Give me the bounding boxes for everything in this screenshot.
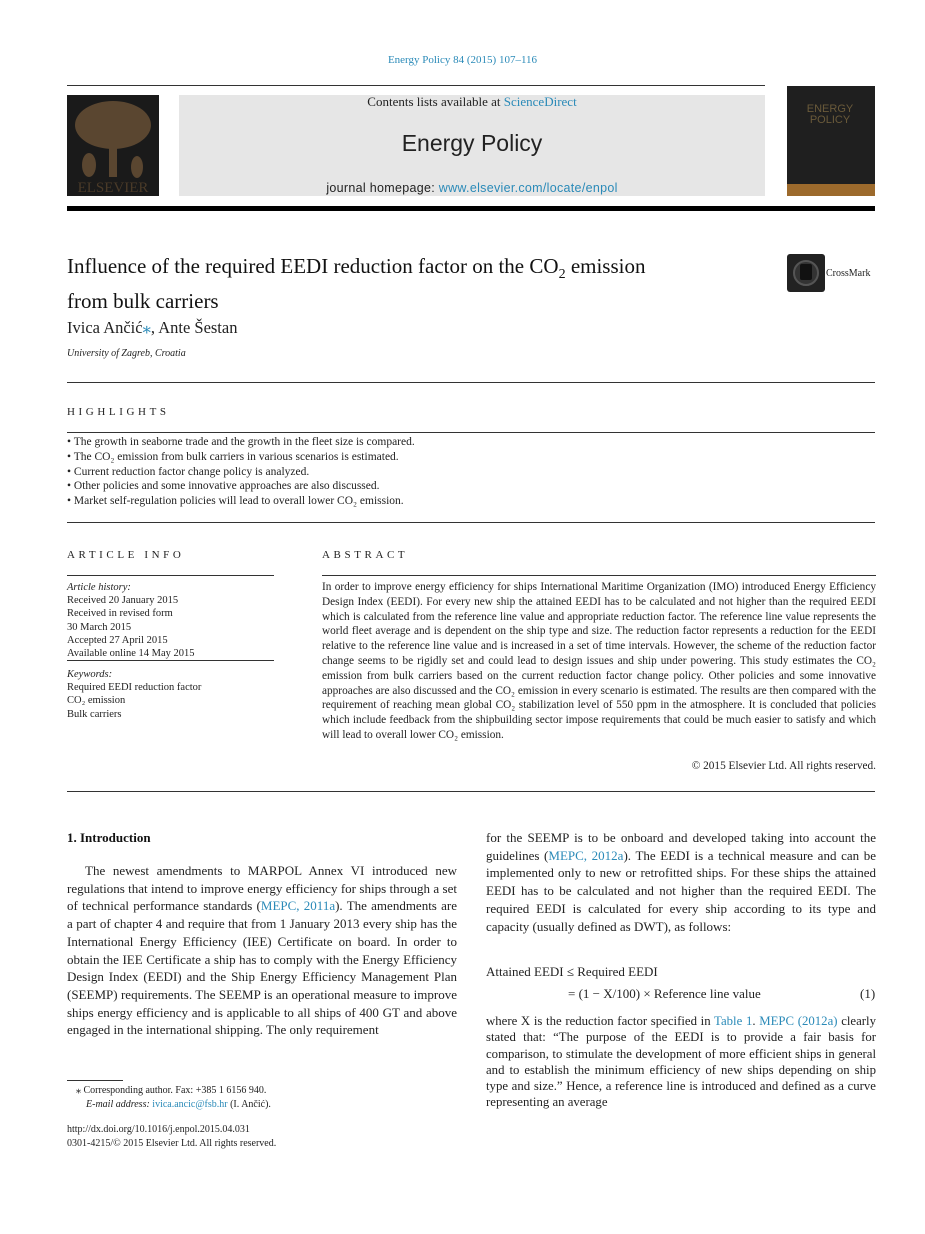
intro-text: ). The amendments are a part of chapter 4 and require that from 1 January 2013 every ship has the International Energy Efficiency (IEE) Certificate on board. In order to obtain the IEE Certificate a ship has to comply with the Energy Efficiency Design Index (EEDI) and the Ship Energy Efficiency Management Plan (SEEMP) requirements. The SEEMP is an operational measure to improve ships energy efficiency and is applicable to all ships of 400 GT and above engaged in the international shipping. The only requirement bbox=[67, 898, 457, 1038]
author-sestan: Ante Šestan bbox=[158, 318, 238, 337]
title-subscript: 2 bbox=[558, 267, 566, 283]
keyword-item: CO₂ emission bbox=[67, 695, 126, 707]
email-note bbox=[86, 1098, 271, 1111]
tree-logo-icon bbox=[67, 95, 159, 196]
title-rule bbox=[67, 382, 875, 383]
author-separator: , bbox=[150, 318, 159, 337]
header-bottom-rule bbox=[67, 206, 875, 211]
footnote-rule bbox=[67, 1080, 123, 1081]
intro-text: where X is the reduction factor specified in bbox=[486, 1014, 715, 1028]
equation-line-2: = (1 − X/100) × Reference line value bbox=[568, 986, 761, 1001]
journal-name: Energy Policy bbox=[401, 130, 543, 156]
homepage-link[interactable]: www.elsevier.com/locate/enpol bbox=[438, 181, 618, 195]
article-title bbox=[67, 253, 767, 315]
corresponding-author-mark[interactable]: ⁎ bbox=[142, 318, 151, 337]
author-ancic: Ivica Ančić bbox=[67, 318, 143, 337]
ref-mepc-2011a[interactable]: MEPC, 2011a bbox=[260, 898, 336, 914]
contents-line bbox=[179, 94, 765, 110]
highlights-heading: HIGHLIGHTS bbox=[67, 406, 170, 418]
intro-text: . bbox=[752, 1014, 760, 1028]
equation-line-1: Attained EEDI ≤ Required EEDI bbox=[486, 964, 658, 979]
history-label: Article history: bbox=[67, 582, 131, 593]
title-part1: Influence of the required EEDI reduction factor on the CO bbox=[67, 254, 559, 278]
highlight-item: • The CO₂ emission from bulk carriers in various scenarios is estimated. bbox=[67, 450, 399, 463]
history-item: Accepted 27 April 2015 bbox=[67, 634, 168, 646]
issn-line: 0301-4215/© 2015 Elsevier Ltd. All rights reserved. bbox=[67, 1138, 277, 1149]
introduction-heading: 1. Introduction bbox=[67, 830, 151, 845]
highlights-bottom-rule bbox=[67, 522, 875, 523]
history-item: 30 March 2015 bbox=[67, 621, 132, 633]
highlight-item: • Other policies and some innovative approaches are also discussed. bbox=[67, 480, 380, 493]
journal-reference[interactable]: Energy Policy 84 (2015) 107–116 bbox=[387, 54, 538, 66]
intro-text: The newest amendments to MARPOL Annex VI introduced new regulations that intend to improve energy efficiency for ships through a set of technical performance standards ( bbox=[67, 863, 457, 914]
ref-table-1[interactable]: Table 1 bbox=[714, 1014, 753, 1028]
crossmark-label[interactable]: CrossMark bbox=[826, 268, 871, 279]
intro-left-paragraph bbox=[67, 862, 457, 1039]
email-link[interactable]: ivica.ancic@fsb.hr bbox=[152, 1099, 228, 1110]
ref-mepc-2012a[interactable]: MEPC, 2012a bbox=[548, 847, 624, 863]
keywords-label: Keywords: bbox=[67, 669, 113, 680]
keyword-item: Required EEDI reduction factor bbox=[67, 682, 202, 694]
corresponding-author-note: ⁎ Corresponding author. Fax: +385 1 6156 940. bbox=[76, 1085, 267, 1096]
contents-prefix: Contents lists available at bbox=[367, 94, 504, 109]
article-info-heading: ARTICLE INFO bbox=[67, 549, 185, 561]
crossmark-icon[interactable] bbox=[787, 254, 825, 292]
equation-number: (1) bbox=[860, 986, 876, 1001]
highlight-item: • Current reduction factor change policy is analyzed. bbox=[67, 465, 310, 478]
elsevier-logo bbox=[67, 95, 159, 196]
doi-link[interactable]: http://dx.doi.org/10.1016/j.enpol.2015.04.031 bbox=[67, 1124, 250, 1135]
article-history bbox=[67, 581, 277, 660]
highlight-item: • The growth in seaborne trade and the growth in the fleet size is compared. bbox=[67, 436, 415, 448]
history-rule bbox=[67, 660, 274, 661]
title-part2: emission bbox=[565, 254, 646, 278]
homepage-prefix: journal homepage: bbox=[326, 181, 439, 195]
author-list bbox=[67, 318, 237, 338]
title-line2: from bulk carriers bbox=[67, 289, 219, 314]
front-matter-rule bbox=[67, 791, 875, 792]
affiliation: University of Zagreb, Croatia bbox=[67, 348, 186, 359]
abstract-text: In order to improve energy efficiency for ships International Maritime Organization (IMO) introduced Energy Efficiency Design Index (EEDI). For every new ship the attained EEDI has to be calculated and not higher than the required EEDI which is calculated from the reference line value and appropriate reduction factor. The reference line value represents the world fleet average and is dependent on the ship type and size. The reduction factor represents a reduction for the EEDI relative to the reference line value and is increased in a set of time intervals. However, the scheme of the reduction factor change seems to be rigidly set and could lead to design issues and ship under powering. This study estimates the CO₂ emission from bulk carriers based on the current reduction factor change policy. Other policies and some innovative approaches are also discussed and the CO₂ emission in every scenario is estimated. The results are then compared with the requirement of reaching mean global CO₂ stabilization level of 550 ppm in the atmosphere. It is concluded that policies which include feedback from the shipbuilding sector impose requirements that could be much easier to satisfy and which will lead to overall lower CO₂ emission. bbox=[322, 581, 876, 741]
abstract-rule bbox=[322, 575, 876, 576]
header-top-rule bbox=[67, 85, 765, 86]
publisher-logo-text: ELSEVIER bbox=[77, 180, 149, 196]
sciencedirect-link[interactable]: ScienceDirect bbox=[503, 94, 577, 109]
history-item: Received 20 January 2015 bbox=[67, 595, 179, 607]
intro-right-paragraph-2 bbox=[486, 1013, 876, 1111]
history-item: Available online 14 May 2015 bbox=[67, 648, 195, 660]
highlights-list bbox=[67, 435, 875, 509]
history-item: Received in revised form bbox=[67, 608, 173, 620]
homepage-line bbox=[179, 181, 765, 195]
email-label: E-mail address: bbox=[86, 1099, 153, 1110]
abstract-heading: ABSTRACT bbox=[322, 549, 409, 561]
keywords-block bbox=[67, 668, 277, 721]
abstract-copyright: © 2015 Elsevier Ltd. All rights reserved. bbox=[691, 760, 876, 772]
article-info-rule bbox=[67, 575, 274, 576]
intro-right-paragraph bbox=[486, 829, 876, 935]
intro-text: clearly stated that: “The purpose of the EEDI is to provide a fair basis for comparison, to stimulate the development of more efficient ships in general and to establish the minimum efficiency of new ships depending on ship type and size.” Hence, a reference line is introduced and defined as a curve representing an average bbox=[486, 1014, 877, 1110]
highlights-rule bbox=[67, 432, 875, 433]
keyword-item: Bulk carriers bbox=[67, 708, 122, 720]
intro-text: for the SEEMP is to be onboard and developed taking into account the guidelines ( bbox=[486, 830, 876, 863]
journal-cover-band bbox=[787, 184, 875, 196]
ref-mepc-2012a-2[interactable]: MEPC (2012a) bbox=[759, 1014, 838, 1028]
email-suffix: (I. Ančić). bbox=[227, 1099, 271, 1110]
journal-cover-title: ENERGY POLICY bbox=[806, 103, 854, 126]
intro-text: ). The EEDI is a technical measure and can be implemented only to new or retrofitted ships. For these ships the attained EEDI has to be calculated and not higher than the required EEDI. The required EEDI is calculated for every ship according to its type and capacity (usually defined as DWT), as follows: bbox=[486, 847, 877, 934]
highlight-item: • Market self-regulation policies will lead to overall lower CO₂ emission. bbox=[67, 495, 404, 508]
